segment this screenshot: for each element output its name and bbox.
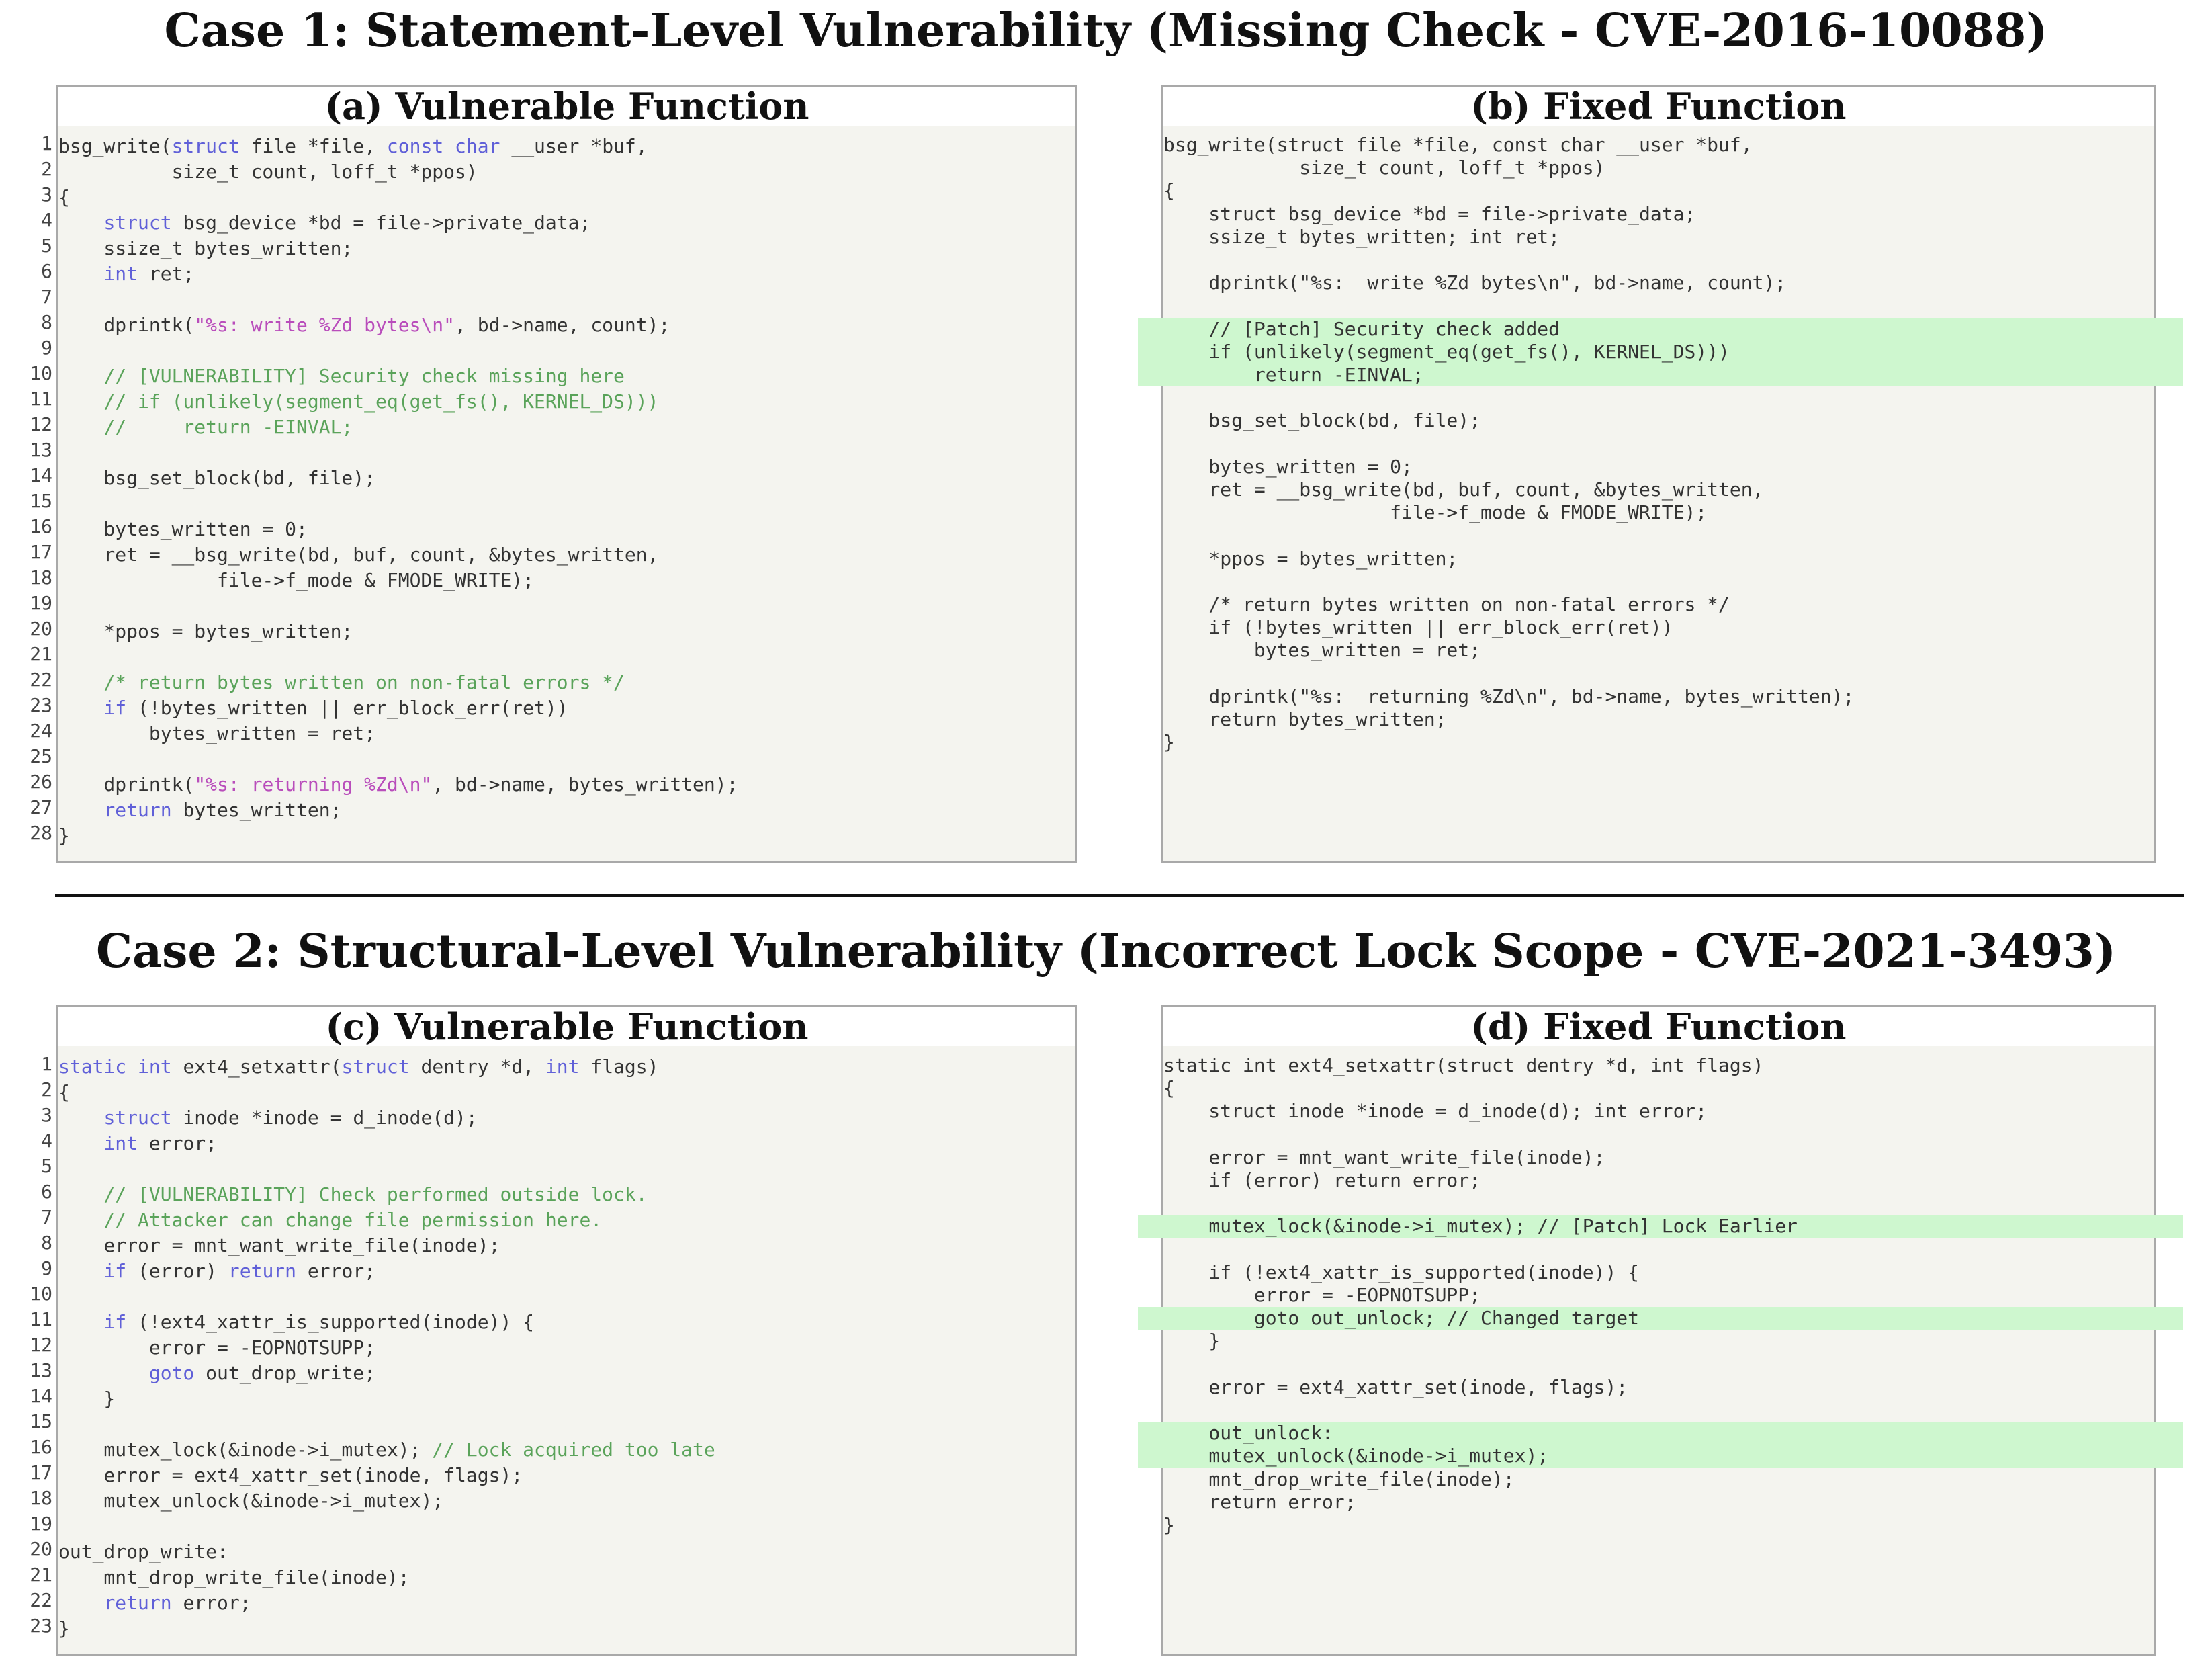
code-line: ssize_t bytes_written; — [58, 237, 353, 259]
line-number: 22 — [30, 1589, 52, 1611]
code-line: bytes_written = ret; — [58, 722, 376, 744]
line-number: 1 — [41, 132, 52, 155]
code-line: error = ext4_xattr_set(inode, flags); — [58, 1464, 523, 1486]
line-number: 6 — [41, 260, 52, 282]
code-line: struct bsg_device *bd = file->private_data; — [103, 212, 591, 234]
line-number: 21 — [30, 643, 52, 665]
line-number: 19 — [30, 592, 52, 614]
code-line: if (!bytes_written || err_block_err(ret)) — [103, 697, 568, 719]
code-line — [1163, 1353, 2154, 1376]
line-number: 6 — [41, 1181, 52, 1203]
line-number: 4 — [41, 209, 52, 231]
code-line: } — [1163, 1514, 1175, 1536]
code-line: size_t count, loff_t *ppos) — [58, 161, 478, 183]
line-number: 25 — [30, 745, 52, 767]
code-line: ret = __bsg_write(bd, buf, count, &bytes_written, — [1163, 478, 1764, 501]
line-number: 5 — [41, 234, 52, 257]
code-line: return error; — [103, 1592, 251, 1614]
line-number: 23 — [30, 694, 52, 716]
code-line: { — [58, 186, 70, 208]
line-number: 3 — [41, 183, 52, 206]
code-line — [1163, 1399, 2154, 1422]
code-line — [1163, 1238, 2154, 1261]
line-number: 12 — [30, 1334, 52, 1356]
code-line — [58, 1412, 1075, 1437]
code-line: error = mnt_want_write_file(inode); — [58, 1234, 500, 1256]
code-line-patched: out_unlock: — [1163, 1422, 1333, 1445]
code-line: mnt_drop_write_file(inode); — [58, 1566, 410, 1588]
code-line: mutex_lock(&inode->i_mutex); // Lock acquired too late — [58, 1439, 715, 1461]
code-line: *ppos = bytes_written; — [1163, 547, 1458, 570]
line-number: 21 — [30, 1564, 52, 1586]
line-number: 17 — [30, 1461, 52, 1484]
code-line — [58, 1156, 1075, 1182]
code-line: ret = __bsg_write(bd, buf, count, &bytes_written, — [58, 544, 659, 566]
code-line: error = -EOPNOTSUPP; — [58, 1336, 376, 1359]
code-line: /* return bytes written on non-fatal errors */ — [1163, 593, 1730, 615]
line-number: 20 — [30, 617, 52, 640]
line-number: 16 — [30, 1436, 52, 1458]
line-number: 20 — [30, 1538, 52, 1560]
code-line: static int ext4_setxattr(struct dentry *d, int flags) — [58, 1056, 659, 1078]
code-line: dprintk("%s: write %Zd bytes\n", bd->name, count); — [58, 314, 670, 336]
line-number: 23 — [30, 1615, 52, 1637]
line-number: 1 — [41, 1053, 52, 1075]
panel-c-title: (c) Vulnerable Function — [58, 1007, 1075, 1046]
code-line: dprintk("%s: returning %Zd\n", bd->name, bytes_written); — [1163, 685, 1855, 708]
line-number: 5 — [41, 1155, 52, 1177]
code-line: if (error) return error; — [103, 1260, 376, 1282]
code-line-patched: if (unlikely(segment_eq(get_fs(), KERNEL_DS))) — [1163, 340, 1730, 363]
code-line — [58, 746, 1075, 772]
code-line — [1163, 294, 2154, 317]
code-line — [58, 491, 1075, 517]
case1-title: Case 1: Statement-Level Vulnerability (Missing Check - CVE-2016-10088) — [164, 4, 2048, 58]
code-line: } — [1163, 1330, 1221, 1353]
code-line: bsg_write(struct file *file, const char __user *buf, — [58, 135, 648, 157]
code-line — [1163, 524, 2154, 547]
code-line: if (!ext4_xattr_is_supported(inode)) { — [1163, 1261, 1640, 1283]
code-line: // [VULNERABILITY] Check performed outside lock. — [58, 1183, 648, 1205]
line-number: 10 — [30, 1283, 52, 1305]
code-line — [1163, 1192, 2154, 1215]
line-number: 8 — [41, 311, 52, 333]
panel-c-vulnerable-function — [56, 1005, 1077, 1656]
code-line: bsg_set_block(bd, file); — [58, 467, 376, 489]
line-number: 11 — [30, 1308, 52, 1330]
code-line: { — [1163, 1077, 1175, 1100]
line-number: 10 — [30, 362, 52, 384]
line-number: 12 — [30, 413, 52, 435]
line-number: 8 — [41, 1232, 52, 1254]
code-line — [58, 644, 1075, 670]
code-line: if (!bytes_written || err_block_err(ret)) — [1163, 616, 1673, 639]
line-number: 13 — [30, 439, 52, 461]
line-number: 4 — [41, 1129, 52, 1152]
code-line: // if (unlikely(segment_eq(get_fs(), KERNEL_DS))) — [58, 390, 659, 413]
code-line: dprintk("%s: write %Zd bytes\n", bd->name, count); — [1163, 271, 1787, 294]
line-number: 13 — [30, 1359, 52, 1381]
code-line — [58, 1284, 1075, 1310]
line-number: 3 — [41, 1104, 52, 1126]
line-number: 7 — [41, 1206, 52, 1228]
line-number: 24 — [30, 720, 52, 742]
code-line: mnt_drop_write_file(inode); — [1163, 1467, 1515, 1490]
code-line: return bytes_written; — [1163, 708, 1447, 730]
code-line: struct inode *inode = d_inode(d); — [103, 1107, 478, 1129]
code-line: int error; — [103, 1132, 218, 1154]
code-line: bsg_set_block(bd, file); — [1163, 409, 1481, 432]
code-line: } — [1163, 731, 1175, 754]
code-line: mutex_unlock(&inode->i_mutex); — [58, 1490, 444, 1512]
code-line: out_drop_write: — [58, 1541, 228, 1563]
code-line: if (error) return error; — [1163, 1169, 1481, 1191]
code-line: { — [1163, 179, 1175, 202]
code-line: struct bsg_device *bd = file->private_data; — [1163, 202, 1696, 225]
code-line: file->f_mode & FMODE_WRITE); — [1163, 501, 1708, 524]
code-line: if (!ext4_xattr_is_supported(inode)) { — [103, 1311, 535, 1333]
line-number: 14 — [30, 1385, 52, 1407]
code-line — [58, 338, 1075, 364]
case-divider — [55, 894, 2184, 897]
code-line: error = -EOPNOTSUPP; — [1163, 1284, 1481, 1306]
panel-d-code — [1163, 1049, 2154, 1654]
code-line — [58, 287, 1075, 312]
code-line — [1163, 386, 2154, 409]
line-number: 22 — [30, 669, 52, 691]
code-line: size_t count, loff_t *ppos) — [1163, 157, 1605, 179]
code-line: dprintk("%s: returning %Zd\n", bd->name, bytes_written); — [58, 773, 738, 796]
line-number: 15 — [30, 1410, 52, 1433]
line-number: 2 — [41, 158, 52, 180]
line-number: 28 — [30, 822, 52, 844]
code-line: struct inode *inode = d_inode(d); int error; — [1163, 1100, 1708, 1123]
panel-b-fixed-function — [1161, 85, 2156, 863]
case2-title: Case 2: Structural-Level Vulnerability (Incorrect Lock Scope - CVE-2021-3493) — [95, 925, 2117, 978]
code-line: bytes_written = 0; — [1163, 455, 1413, 478]
line-number: 26 — [30, 771, 52, 793]
panel-d-fixed-function — [1161, 1005, 2156, 1656]
line-number: 19 — [30, 1512, 52, 1535]
code-line: ssize_t bytes_written; int ret; — [1163, 225, 1560, 248]
code-line-patched: goto out_unlock; // Changed target — [1163, 1307, 1640, 1330]
panel-b-title: (b) Fixed Function — [1163, 87, 2154, 126]
line-number: 7 — [41, 286, 52, 308]
line-number: 2 — [41, 1078, 52, 1101]
code-line-patched: mutex_lock(&inode->i_mutex); // [Patch] Lock Earlier — [1163, 1215, 1798, 1238]
code-line — [58, 593, 1075, 619]
code-line: /* return bytes written on non-fatal errors */ — [58, 671, 625, 693]
code-line — [1163, 663, 2154, 685]
panel-c-code — [58, 1049, 1075, 1654]
line-number: 17 — [30, 541, 52, 563]
line-number: 18 — [30, 566, 52, 589]
code-line: error = mnt_want_write_file(inode); — [1163, 1146, 1605, 1168]
code-line-patched: mutex_unlock(&inode->i_mutex); — [1163, 1445, 1549, 1467]
code-line: return bytes_written; — [103, 799, 342, 821]
code-line: goto out_drop_write; — [148, 1362, 376, 1384]
code-line — [58, 440, 1075, 466]
code-line: int ret; — [103, 263, 195, 285]
code-line — [1163, 1123, 2154, 1146]
code-line: bytes_written = 0; — [58, 518, 308, 540]
code-line: file->f_mode & FMODE_WRITE); — [58, 569, 535, 591]
line-number: 15 — [30, 490, 52, 512]
panel-d-title: (d) Fixed Function — [1163, 1007, 2154, 1046]
code-line: static int ext4_setxattr(struct dentry *d, int flags) — [1163, 1054, 1764, 1076]
code-line — [1163, 570, 2154, 593]
code-line: { — [58, 1081, 70, 1103]
code-line: bsg_write(struct file *file, const char __user *buf, — [1163, 134, 1753, 156]
line-number: 16 — [30, 515, 52, 538]
code-line: } — [58, 1388, 116, 1410]
code-line — [58, 1514, 1075, 1539]
code-line: error = ext4_xattr_set(inode, flags); — [1163, 1375, 1628, 1398]
code-line: // Attacker can change file permission here. — [58, 1209, 603, 1231]
code-line: } — [58, 824, 70, 847]
code-line: bytes_written = ret; — [1163, 639, 1481, 662]
line-number: 18 — [30, 1487, 52, 1509]
code-line — [1163, 249, 2154, 271]
panel-a-code — [58, 128, 1075, 861]
line-number: 27 — [30, 796, 52, 818]
panel-b-code — [1163, 128, 2154, 861]
line-number: 11 — [30, 388, 52, 410]
code-line: // [VULNERABILITY] Security check missing here — [58, 365, 625, 387]
line-number: 14 — [30, 464, 52, 486]
code-line — [1163, 433, 2154, 456]
code-line-patched: return -EINVAL; — [1163, 364, 1424, 386]
panel-a-vulnerable-function — [56, 85, 1077, 863]
code-line-patched: // [Patch] Security check added — [1163, 317, 1560, 340]
line-number: 9 — [41, 337, 52, 359]
code-line: // return -EINVAL; — [58, 416, 353, 438]
panel-a-title: (a) Vulnerable Function — [58, 87, 1075, 126]
code-line: return error; — [1163, 1490, 1356, 1513]
code-line: } — [58, 1617, 70, 1639]
code-line: *ppos = bytes_written; — [58, 620, 353, 642]
line-number: 9 — [41, 1257, 52, 1279]
